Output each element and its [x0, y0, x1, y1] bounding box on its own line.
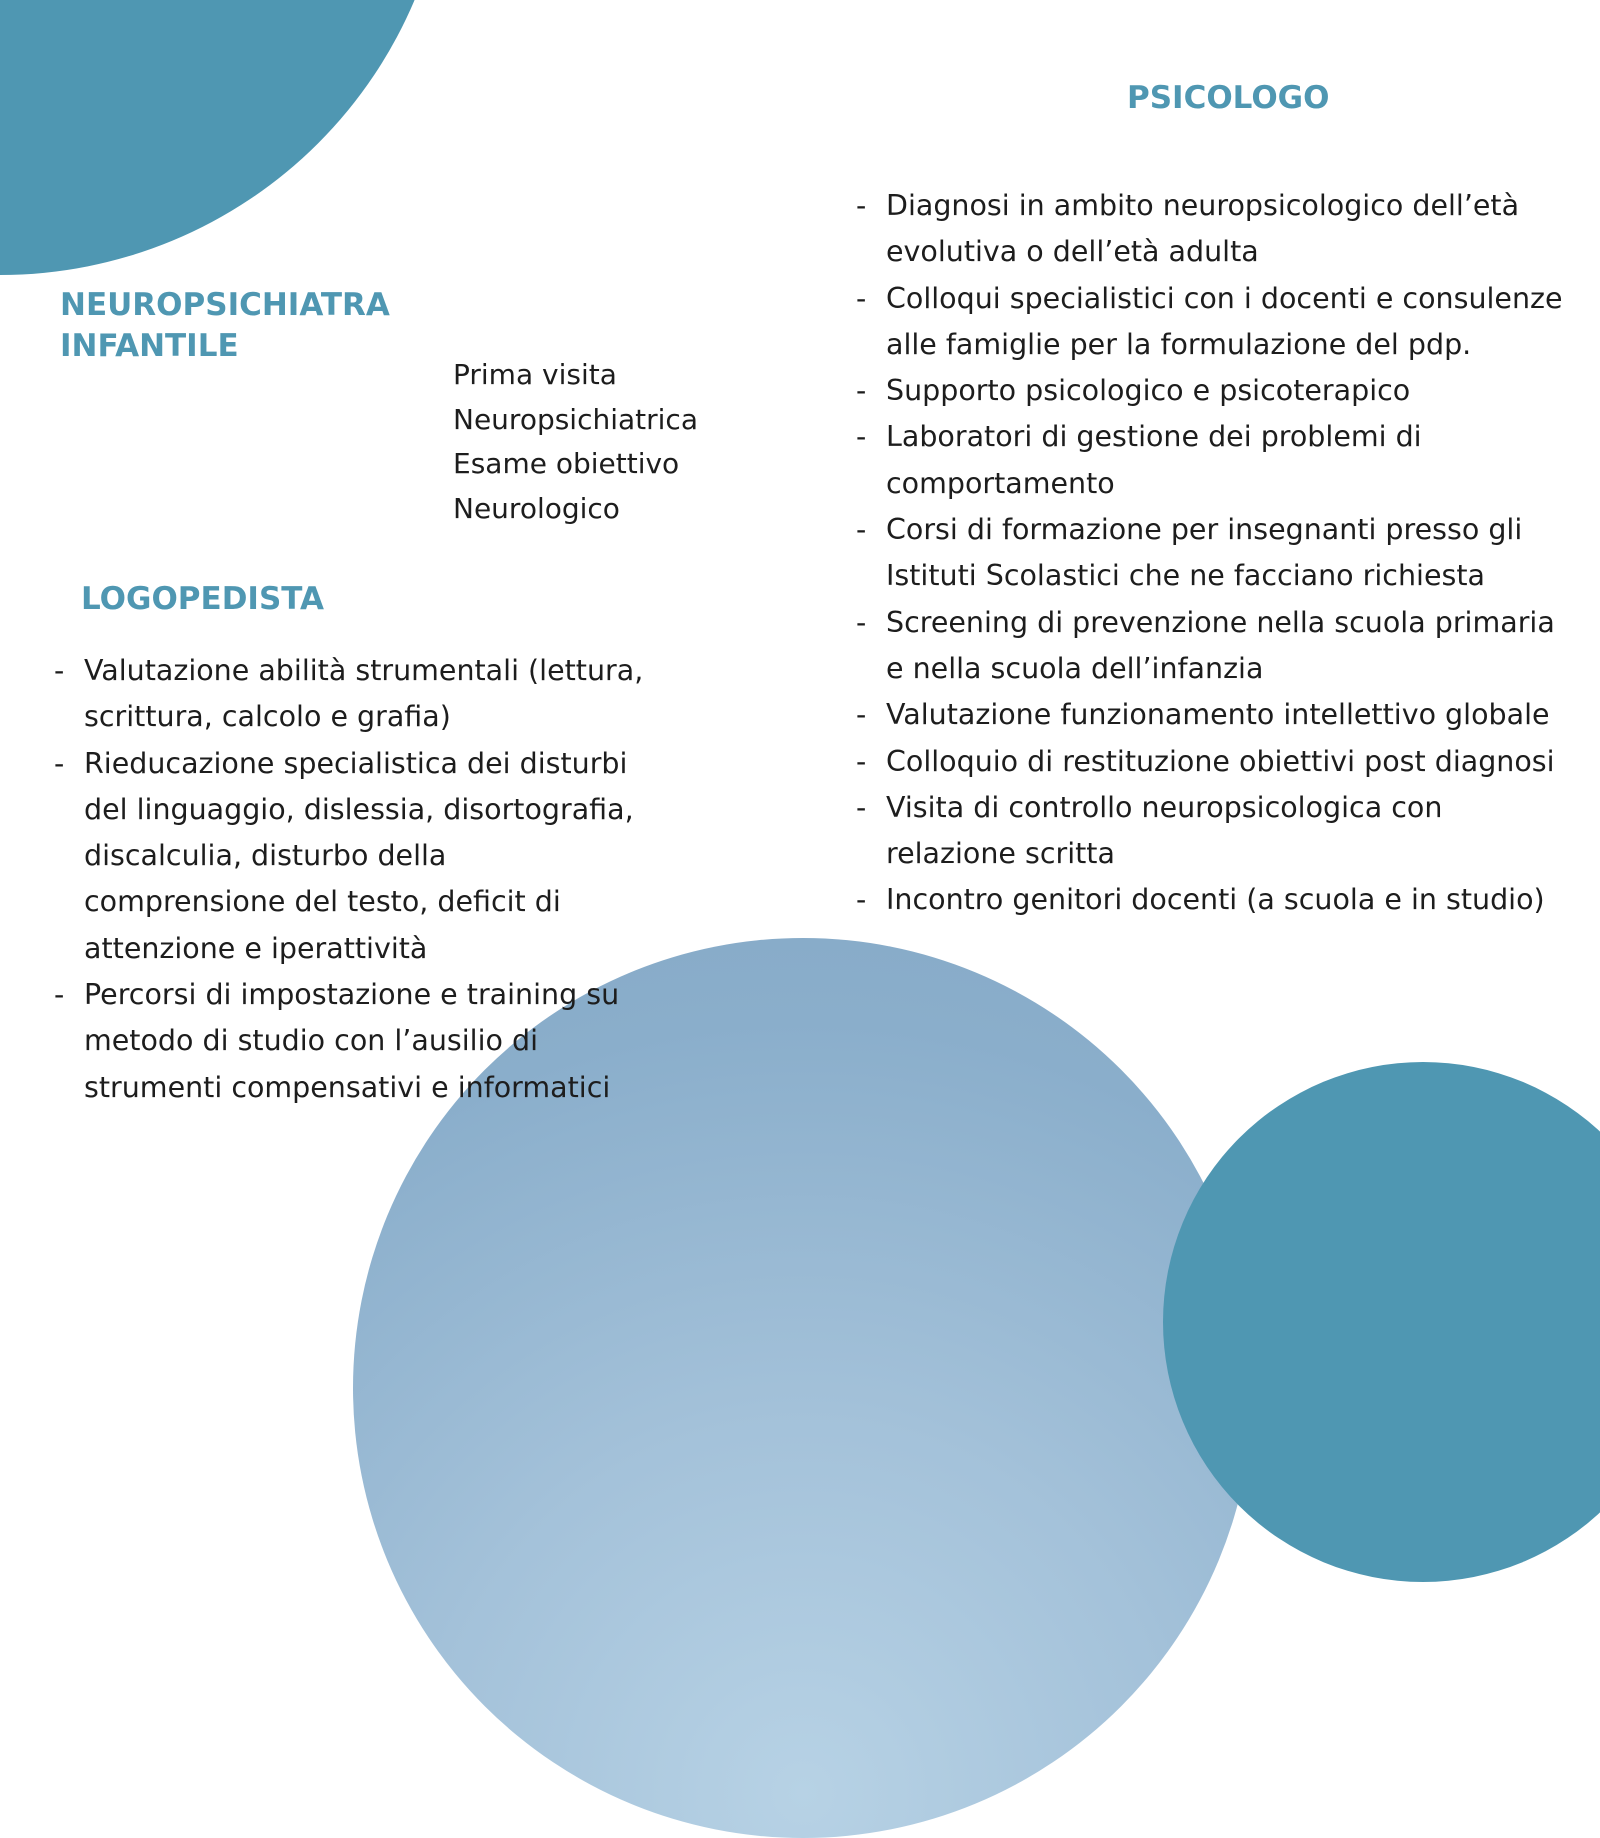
- list-item: - Percorsi di impostazione e training su metodo di studio con l’ausilio di strumenti compensativi e informatici: [54, 972, 644, 1111]
- psicologo-heading: PSICOLOGO: [1127, 80, 1330, 116]
- neuropsichiatra-heading: [60, 285, 390, 367]
- list-item: - Diagnosi in ambito neuropsicologico dell’età evolutiva o dell’età adulta: [856, 183, 1581, 276]
- neuropsichiatra-heading-line1: NEUROPSICHIATRA: [60, 287, 390, 323]
- list-item: - Incontro genitori docenti (a scuola e in studio): [856, 877, 1581, 923]
- neuropsichiatra-heading-line2: INFANTILE: [60, 328, 239, 364]
- list-item: - Visita di controllo neuropsicologica con relazione scritta: [856, 785, 1581, 878]
- list-item: - Corsi di formazione per insegnanti presso gli Istituti Scolastici che ne facciano richiesta: [856, 507, 1581, 600]
- list-item: Prima visita: [453, 358, 617, 391]
- list-item: - Screening di prevenzione nella scuola primaria e nella scuola dell’infanzia: [856, 600, 1581, 693]
- list-item: - Colloquio di restituzione obiettivi post diagnosi: [856, 739, 1581, 785]
- decorative-circle-top-left: [0, 0, 450, 275]
- list-item: - Valutazione funzionamento intellettivo globale: [856, 692, 1581, 738]
- list-item: - Valutazione abilità strumentali (lettura, scrittura, calcolo e grafia): [54, 648, 644, 741]
- list-item: Neurologico: [453, 491, 620, 525]
- list-item: - Rieducazione specialistica dei disturbi del linguaggio, dislessia, disortografia, discalculia, disturbo della comprensione del testo, deficit di attenzione e iperattività: [54, 741, 644, 972]
- logopedista-heading: LOGOPEDISTA: [81, 581, 325, 617]
- list-item: Neuropsichiatrica: [453, 402, 698, 436]
- list-item: - Laboratori di gestione dei problemi di comportamento: [856, 414, 1581, 507]
- psicologo-services-list: [856, 183, 1581, 924]
- list-item: - Colloqui specialistici con i docenti e consulenze alle famiglie per la formulazione del pdp.: [856, 276, 1581, 369]
- list-item: - Supporto psicologico e psicoterapico: [856, 368, 1581, 414]
- neuropsichiatra-services-list: [453, 353, 698, 531]
- list-item: Esame obiettivo: [453, 447, 680, 480]
- logopedista-services-list: [54, 648, 644, 1111]
